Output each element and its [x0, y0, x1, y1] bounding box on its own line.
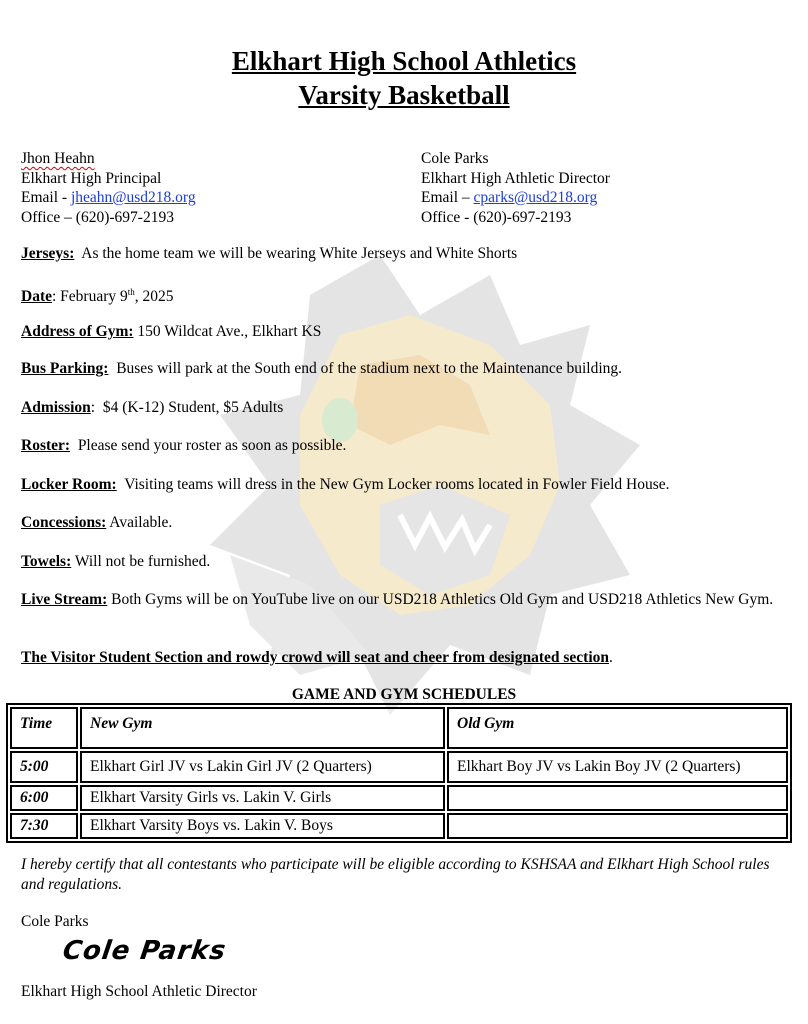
concessions-text: Available. [106, 514, 173, 531]
date-info [21, 283, 791, 307]
row-old-gym [447, 785, 788, 811]
address-label: Address of Gym: [21, 323, 134, 340]
visitor-section-period: . [609, 649, 613, 666]
date-label: Date [21, 288, 52, 306]
towels-text: Will not be furnished. [71, 553, 211, 570]
locker-room-info [21, 475, 791, 495]
roster-label: Roster: [21, 437, 71, 454]
row-time: 5:00 [10, 751, 78, 783]
row-time: 6:00 [10, 785, 78, 811]
director-name: Cole Parks [421, 150, 489, 167]
bus-parking-label: Bus Parking: [21, 360, 109, 377]
visitor-section-text: The Visitor Student Section and rowdy crowd will seat and cheer from designated section [21, 649, 610, 666]
document-title: Elkhart High School Athletics [231, 46, 577, 76]
principal-role: Elkhart High Principal [21, 169, 162, 187]
header-new-gym: New Gym [80, 707, 445, 749]
header-old-gym: Old Gym [447, 707, 788, 749]
live-stream-text: Both Gyms will be on YouTube live on our USD218 Athletics Old Gym and USD218 Athletics New Gym. [107, 591, 774, 608]
address-text: 150 Wildcat Ave., Elkhart KS [133, 323, 322, 340]
date-suffix: th [127, 287, 135, 297]
schedule-header-row [10, 707, 788, 749]
athletic-director-contact [421, 149, 610, 227]
header-time: Time [10, 707, 78, 749]
schedule-table [6, 703, 792, 843]
signer-title: Elkhart High School Athletic Director [21, 983, 257, 1000]
email-prefix: Email – [421, 189, 474, 206]
date-year: , 2025 [134, 288, 174, 306]
admission-label: Admission [21, 399, 91, 416]
director-office: Office - (620)-697-2193 [421, 208, 572, 226]
row-new-gym: Elkhart Girl JV vs Lakin Girl JV (2 Quarters) [80, 751, 445, 783]
bus-parking-text: Buses will park at the South end of the stadium next to the Maintenance building. [108, 360, 622, 377]
row-new-gym: Elkhart Varsity Boys vs. Lakin V. Boys [80, 813, 445, 839]
row-new-gym: Elkhart Varsity Girls vs. Lakin V. Girls [80, 785, 445, 811]
table-row [10, 751, 788, 783]
roster-info [21, 436, 791, 456]
locker-room-text: Visiting teams will dress in the New Gym Locker rooms located in Fowler Field House. [116, 476, 670, 493]
schedule-title: GAME AND GYM SCHEDULES [291, 686, 517, 703]
principal-office: Office – (620)-697-2193 [21, 208, 174, 226]
document-subtitle: Varsity Basketball [298, 80, 510, 110]
table-row [10, 813, 788, 839]
visitor-section-note [21, 648, 791, 668]
certification-statement: I hereby certify that all contestants who participate will be eligible according to KSHSAA and Elkhart High School rules and regulations. [21, 856, 770, 893]
director-role: Elkhart High Athletic Director [421, 169, 610, 187]
bus-parking-info [21, 359, 791, 379]
towels-label: Towels: [21, 553, 72, 570]
concessions-info [21, 513, 791, 533]
towels-info [21, 552, 791, 572]
live-stream-info [21, 590, 791, 610]
admission-info [21, 398, 791, 418]
live-stream-label: Live Stream: [21, 591, 108, 608]
director-email-link[interactable]: cparks@usd218.org [473, 189, 598, 206]
principal-contact [21, 149, 196, 227]
signer-name: Cole Parks [21, 913, 89, 930]
row-old-gym: Elkhart Boy JV vs Lakin Boy JV (2 Quarters) [447, 751, 788, 783]
handwritten-signature: Cole Parks [60, 936, 229, 966]
locker-room-label: Locker Room: [21, 476, 117, 493]
jerseys-label: Jerseys: [21, 245, 75, 262]
admission-text: : $4 (K-12) Student, $5 Adults [90, 399, 284, 416]
row-time: 7:30 [10, 813, 78, 839]
jerseys-info [21, 244, 791, 264]
jerseys-text: As the home team we will be wearing White Jerseys and White Shorts [74, 245, 518, 262]
address-info [21, 322, 791, 342]
roster-text: Please send your roster as soon as possible. [70, 437, 347, 454]
table-row [10, 785, 788, 811]
date-text: : February 9 [52, 288, 128, 306]
row-old-gym [447, 813, 788, 839]
principal-email-link[interactable]: jheahn@usd218.org [70, 189, 196, 206]
principal-name: Jhon Heahn [21, 150, 95, 167]
email-prefix: Email - [21, 189, 71, 206]
concessions-label: Concessions: [21, 514, 107, 531]
